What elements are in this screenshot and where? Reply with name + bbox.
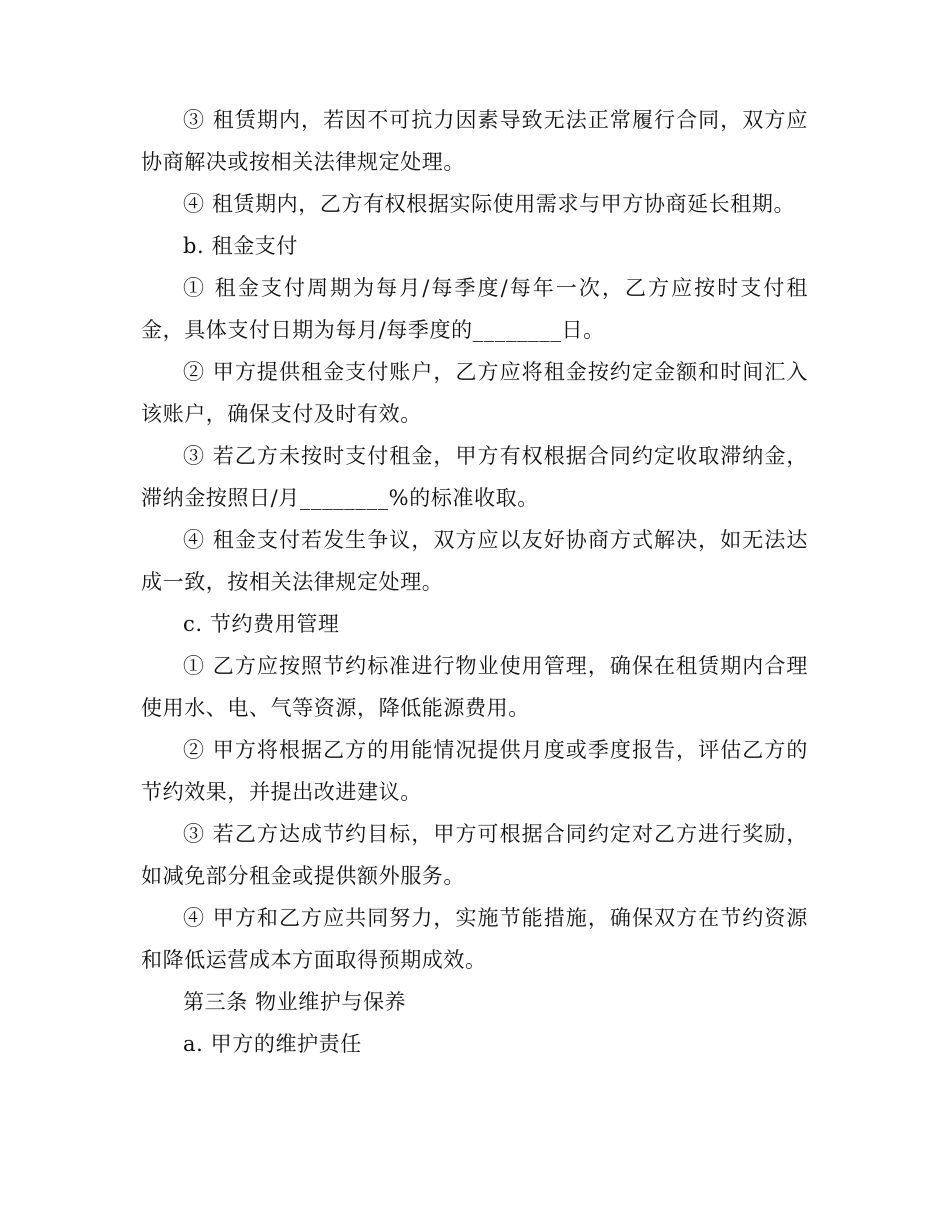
document-body (141, 99, 808, 1065)
clause-paragraph: ② 甲方提供租金支付账户，乙方应将租金按约定金额和时间汇入该账户，确保支付及时有效。 (141, 360, 808, 426)
section-heading: b. 租金支付 (183, 234, 298, 258)
clause-paragraph: ④ 甲方和乙方应共同努力，实施节能措施，确保双方在节约资源和降低运营成本方面取得预期成效。 (141, 906, 808, 972)
article-heading: 第三条 物业维护与保养 (183, 990, 407, 1014)
clause-paragraph: ④ 租赁期内，乙方有权根据实际使用需求与甲方协商延长租期。 (183, 192, 796, 216)
clause-paragraph: ③ 租赁期内，若因不可抗力因素导致无法正常履行合同，双方应协商解决或按相关法律规定处理。 (141, 108, 808, 174)
section-heading: c. 节约费用管理 (183, 612, 340, 636)
section-heading: a. 甲方的维护责任 (183, 1032, 362, 1056)
clause-paragraph: ② 甲方将根据乙方的用能情况提供月度或季度报告，评估乙方的节约效果，并提出改进建议。 (141, 738, 808, 804)
clause-paragraph: ① 乙方应按照节约标准进行物业使用管理，确保在租赁期内合理使用水、电、气等资源，降低能源费用。 (141, 654, 808, 720)
clause-paragraph: ③ 若乙方达成节约目标，甲方可根据合同约定对乙方进行奖励，如减免部分租金或提供额外服务。 (141, 822, 808, 888)
clause-paragraph: ④ 租金支付若发生争议，双方应以友好协商方式解决，如无法达成一致，按相关法律规定处理。 (141, 528, 808, 594)
clause-paragraph: ③ 若乙方未按时支付租金，甲方有权根据合同约定收取滞纳金，滞纳金按照日/月________%的标准收取。 (141, 444, 808, 510)
clause-paragraph: ① 租金支付周期为每月/每季度/每年一次，乙方应按时支付租金，具体支付日期为每月/每季度的________日。 (141, 276, 808, 342)
